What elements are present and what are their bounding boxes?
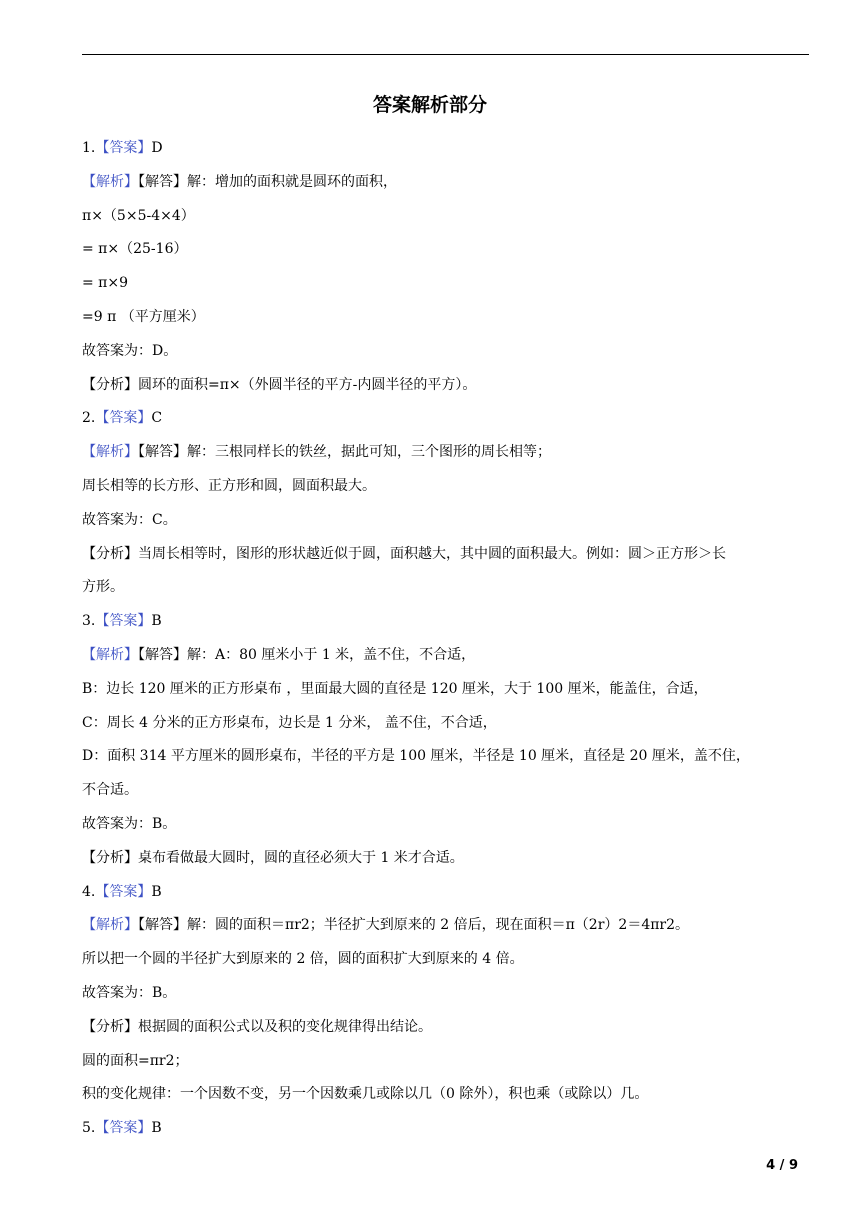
q3-answer-tag: 【答案】	[95, 613, 152, 630]
q2-answer: C	[151, 410, 163, 427]
q4-number: 4.	[82, 883, 96, 900]
q4-answer-tag: 【答案】	[95, 883, 152, 900]
q3-answer: B	[151, 613, 162, 630]
q2-analysis: 【分析】当周长相等时，图形的形状越近似于圆，面积越大，其中圆的面积最大。例如：圆＞正方形＞长	[82, 545, 726, 562]
q3-solution-line	[82, 639, 812, 673]
q4-jieda: 【解答】解：圆的面积＝πr2；半径扩大到原来的 2 倍后，现在面积＝π（2r）2＝4πr2。	[138, 917, 690, 934]
q2-conclusion: 故答案为：C。	[82, 511, 177, 528]
q4-rule: 积的变化规律：一个因数不变，另一个因数乘几或除以几（0 除外），积也乘（或除以）几。	[82, 1086, 649, 1103]
q1-number: 1.	[82, 140, 96, 156]
q2-answer-line	[82, 402, 812, 436]
q2-jiexi-tag: 【解析】	[82, 444, 138, 461]
q1-analysis: 【分析】圆环的面积=π×（外圆半径的平方-内圆半径的平方）。	[82, 376, 477, 393]
q3-option-c: C：周长 4 分米的正方形桌布，边长是 1 分米， 盖不住，不合适，	[82, 714, 497, 731]
q4-solution-line	[82, 909, 812, 943]
q4-answer: B	[151, 883, 162, 900]
q3-answer-line	[82, 605, 812, 639]
page-title: 答案解析部分	[372, 94, 487, 116]
q3-jieda: 【解答】解：A：80 厘米小于 1 米，盖不住，不合适，	[138, 646, 476, 663]
header-rule	[82, 54, 809, 55]
q4-jiexi-tag: 【解析】	[82, 917, 138, 934]
q2-analysis-cont: 方形。	[82, 579, 124, 596]
q4-conclusion: 故答案为：B。	[82, 984, 177, 1001]
q3-option-d: D：面积 314 平方厘米的圆形桌布，半径的平方是 100 厘米，半径是 10 厘米，直径是 20 厘米，盖不住，	[82, 748, 750, 765]
q4-analysis: 【分析】根据圆的面积公式以及积的变化规律得出结论。	[82, 1018, 432, 1035]
q1-jiexi-tag: 【解析】	[82, 173, 138, 190]
q2-number: 2.	[82, 410, 96, 427]
page-number: 4 / 9	[766, 1158, 798, 1173]
q1-step: π×（5×5-4×4）	[82, 207, 195, 224]
q1-step: = π×（25-16）	[82, 241, 188, 258]
q3-conclusion: 故答案为：B。	[82, 815, 177, 832]
q3-jiexi-tag: 【解析】	[82, 646, 138, 663]
q5-answer: B	[151, 1120, 162, 1137]
q1-solution-line	[82, 166, 812, 200]
q1-conclusion: 故答案为：D。	[82, 342, 178, 359]
q1-step: =9 π （平方厘米）	[82, 308, 205, 325]
q2-line2: 周长相等的长方形、正方形和圆，圆面积最大。	[82, 477, 376, 494]
q3-number: 3.	[82, 613, 96, 630]
q5-number: 5.	[82, 1120, 96, 1137]
q2-solution-line	[82, 436, 812, 470]
q3-analysis: 【分析】桌布看做最大圆时，圆的直径必须大于 1 米才合适。	[82, 849, 464, 866]
q3-option-b: B：边长 120 厘米的正方形桌布 ，里面最大圆的直径是 120 厘米，大于 100 厘米，能盖住，合适，	[82, 680, 708, 697]
q1-answer-line	[82, 132, 812, 166]
q5-answer-line	[82, 1112, 812, 1146]
q1-jieda: 【解答】解：增加的面积就是圆环的面积，	[138, 173, 397, 190]
q2-answer-tag: 【答案】	[95, 410, 152, 427]
answer-content	[82, 132, 812, 1146]
q4-line2: 所以把一个圆的半径扩大到原来的 2 倍，圆的面积扩大到原来的 4 倍。	[82, 951, 524, 968]
q1-step: = π×9	[82, 275, 129, 292]
q1-answer-tag: 【答案】	[95, 140, 152, 156]
q1-answer: D	[151, 140, 163, 156]
q4-answer-line	[82, 876, 812, 910]
q2-jieda: 【解答】解：三根同样长的铁丝，据此可知，三个图形的周长相等；	[138, 444, 551, 461]
q4-formula: 圆的面积=πr2；	[82, 1052, 189, 1069]
q5-answer-tag: 【答案】	[95, 1120, 152, 1137]
q3-option-d-cont: 不合适。	[82, 782, 138, 799]
